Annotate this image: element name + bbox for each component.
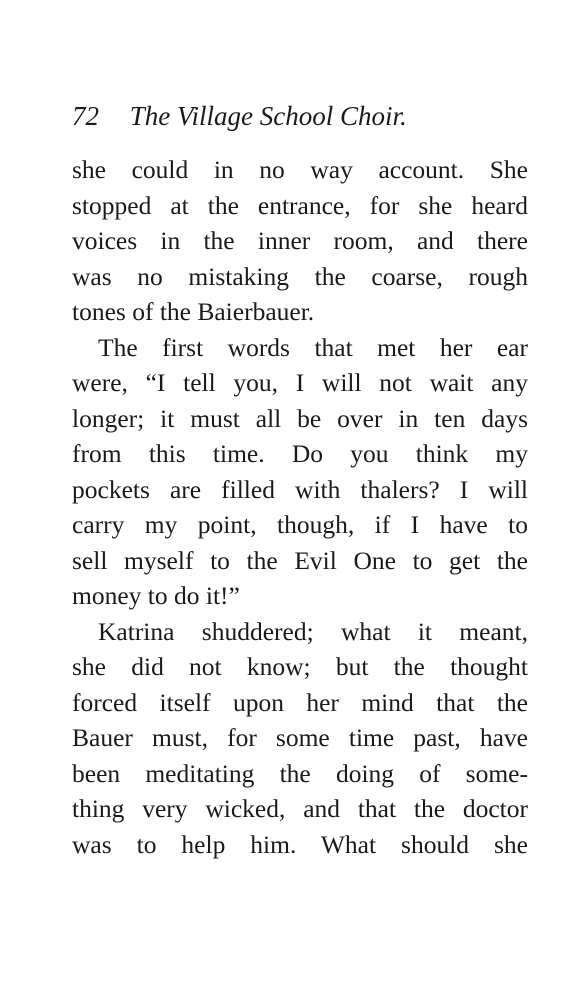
text-line: The first words that met her ear <box>98 332 528 362</box>
text-line: voices in the inner room, and there <box>72 226 528 255</box>
text-line: were, “I tell you, I will not wait any <box>72 368 528 397</box>
running-title: The Village School Choir. <box>129 101 407 131</box>
text-line: stopped at the entrance, for she heard <box>72 190 528 220</box>
text-line: Katrina shuddered; what it meant, <box>98 616 528 646</box>
text-line: carry my point, though, if I have to <box>72 510 528 539</box>
text-line: thing very wicked, and that the doctor <box>72 794 528 823</box>
text-line: longer; it must all be over in ten days <box>72 403 528 433</box>
text-line: she could in no way account. She <box>72 155 528 184</box>
text-line: was no mistaking the coarse, rough <box>72 261 528 291</box>
text-line: tones of the Baierbauer. <box>72 297 315 326</box>
text-line: sell myself to the Evil One to get the <box>72 545 528 575</box>
text-line: Bauer must, for some time past, have <box>72 723 528 752</box>
text-line: pockets are filled with thalers? I will <box>72 474 528 504</box>
running-head <box>72 96 532 136</box>
text-line: she did not know; but the thought <box>72 652 528 681</box>
text-line: was to help him. What should she <box>72 829 528 859</box>
text-line: money to do it!” <box>72 581 240 610</box>
text-line: been meditating the doing of some- <box>72 758 528 788</box>
text-line: forced itself upon her mind that the <box>72 687 528 717</box>
text-line: from this time. Do you think my <box>72 439 528 468</box>
page-number: 72 <box>72 101 99 131</box>
body-text <box>72 152 528 862</box>
